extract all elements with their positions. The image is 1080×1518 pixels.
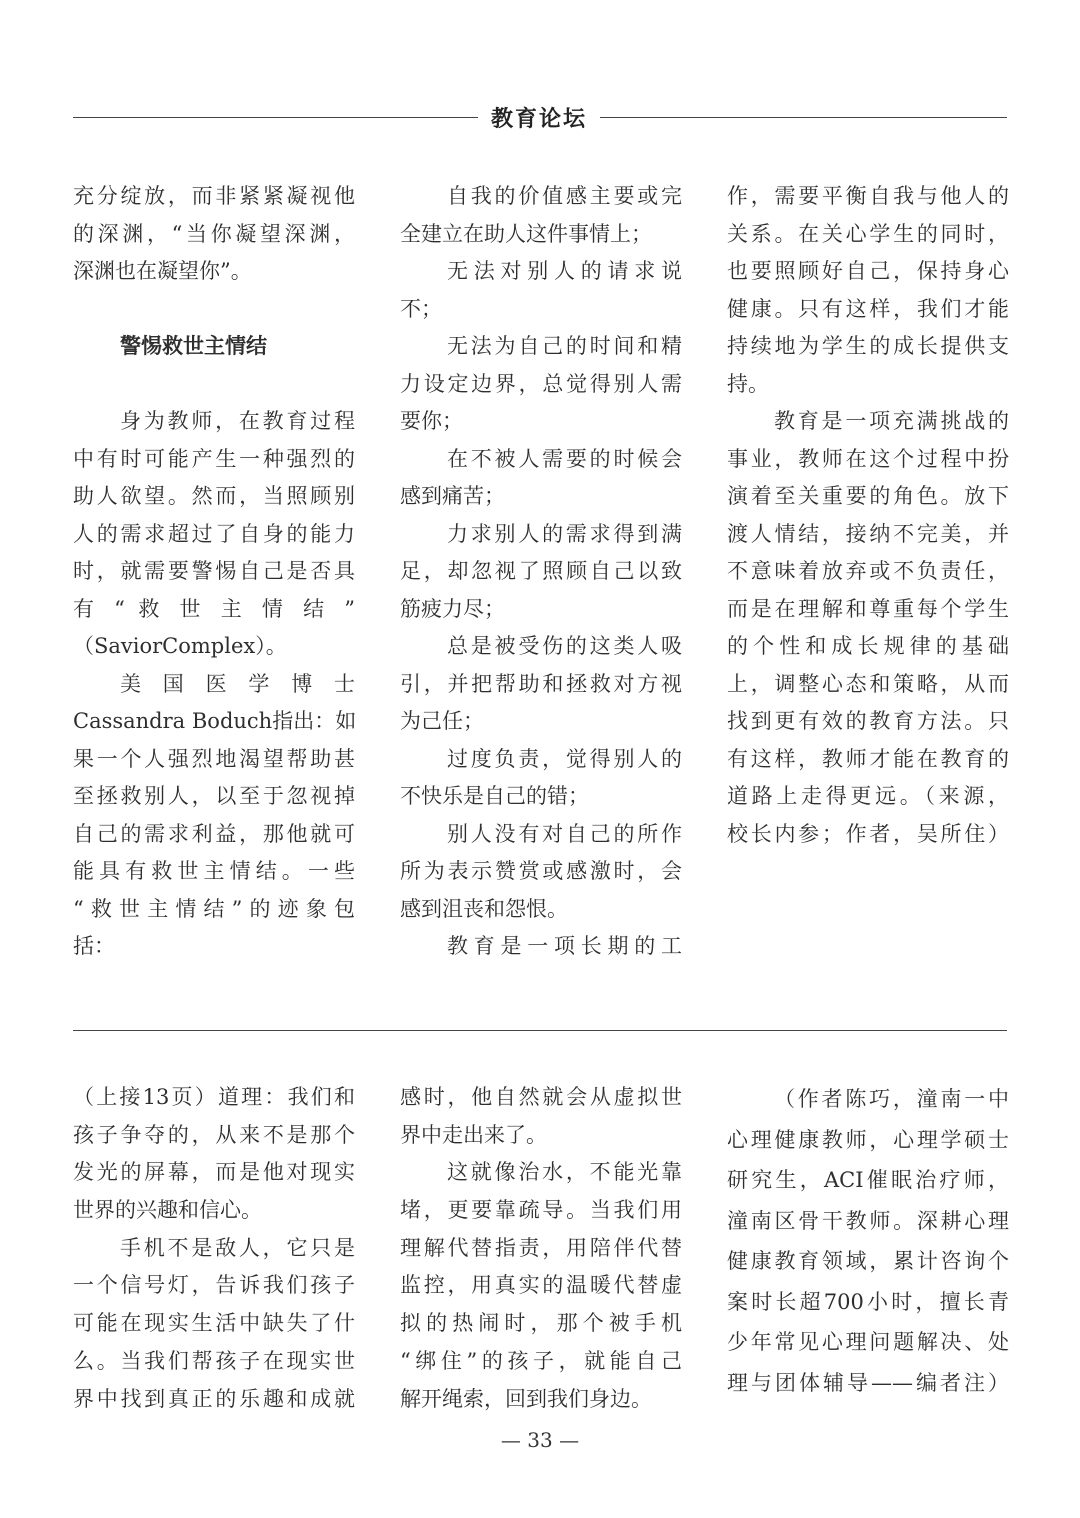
paragraph bbox=[727, 1079, 1009, 1403]
paragraph bbox=[73, 403, 355, 666]
text-line: 监控，用真实的温暖代替虚 bbox=[400, 1273, 682, 1298]
text-line: 感到痛苦； bbox=[400, 484, 505, 508]
text-line: “救世主情结”的迹象包 bbox=[73, 896, 355, 921]
text-line: 界中找到真正的乐趣和成就 bbox=[73, 1386, 355, 1411]
text-line: 持续地为学生的成长提供支 bbox=[727, 334, 1009, 358]
text-line: 心理健康教师，心理学硕士 bbox=[727, 1127, 1009, 1152]
text-line: 不； bbox=[400, 296, 442, 321]
text-line: 少年常见心理问题解决、处 bbox=[727, 1330, 1009, 1354]
text-line: 在不被人需要的时候会 bbox=[447, 446, 682, 471]
paragraph bbox=[400, 1154, 682, 1418]
section-title: 教育论坛 bbox=[490, 107, 587, 132]
text-line: 足，却忽视了照顾自己以致 bbox=[400, 559, 682, 583]
top-column-left bbox=[73, 178, 355, 966]
paragraph bbox=[73, 178, 355, 291]
text-line: 别人没有对自己的所作 bbox=[447, 821, 682, 846]
text-line: 力设定边界，总觉得别人需 bbox=[400, 371, 682, 396]
text-line: 理与团体辅导——编者注） bbox=[727, 1370, 1009, 1395]
page-number: — 33 — bbox=[500, 1428, 580, 1452]
text-line: 充分绽放，而非紧紧凝视他 bbox=[73, 184, 355, 208]
header-rule-right bbox=[600, 117, 1007, 118]
text-line: 括： bbox=[73, 934, 115, 958]
text-line: 而是在理解和尊重每个学生 bbox=[727, 596, 1009, 621]
text-line: 时，就需要警惕自己是否具 bbox=[73, 559, 355, 583]
paragraph bbox=[727, 403, 1009, 853]
text-line: （作者陈巧，潼南一中 bbox=[774, 1087, 1009, 1111]
top-column-right bbox=[727, 178, 1009, 853]
text-line: 人的需求超过了自身的能力 bbox=[73, 521, 355, 546]
text-line: （上接13页）道理：我们和 bbox=[73, 1085, 355, 1109]
text-line: 校长内参；作者，吴所住） bbox=[727, 821, 1009, 846]
text-line: 为己任； bbox=[400, 709, 484, 733]
text-line: 至拯救别人，以至于忽视掉 bbox=[73, 784, 355, 808]
bottom-column-right bbox=[727, 1079, 1009, 1403]
paragraph bbox=[400, 441, 682, 516]
text-line: 持。 bbox=[727, 371, 769, 396]
text-line: 事业，教师在这个过程中扮 bbox=[727, 446, 1009, 471]
text-line: 所为表示赞赏或感激时，会 bbox=[400, 859, 682, 883]
text-line: 潼南区骨干教师。深耕心理 bbox=[727, 1208, 1009, 1233]
text-line: 研究生，ACI催眠治疗师， bbox=[727, 1168, 1009, 1192]
paragraph bbox=[400, 328, 682, 441]
text-line: 拟的热闹时，那个被手机 bbox=[400, 1311, 682, 1336]
text-line: 筋疲力尽； bbox=[400, 596, 505, 621]
text-line: 找到更有效的教育方法。只 bbox=[727, 709, 1009, 733]
section-divider bbox=[73, 1030, 1007, 1031]
text-line: 教育是一项长期的工 bbox=[447, 934, 682, 958]
paragraph bbox=[400, 928, 682, 966]
text-line: 自己的需求利益，那他就可 bbox=[73, 821, 355, 846]
text-line: 健康教育领域，累计咨询个 bbox=[727, 1249, 1009, 1273]
paragraph bbox=[400, 516, 682, 629]
text-line: 理解代替指责，用陪伴代替 bbox=[400, 1235, 682, 1260]
text-line: 能具有救世主情结。一些 bbox=[73, 859, 355, 883]
bottom-column-left bbox=[73, 1079, 355, 1418]
text-line: 的深渊，“当你凝望深渊， bbox=[73, 221, 355, 246]
text-line: “绑住”的孩子，就能自己 bbox=[400, 1348, 682, 1373]
paragraph bbox=[400, 1079, 682, 1154]
blank-line bbox=[73, 291, 355, 329]
text-line: 道路上走得更远。（来源， bbox=[727, 784, 1009, 808]
text-line: 总是被受伤的这类人吸 bbox=[447, 634, 682, 658]
text-line: 力求别人的需求得到满 bbox=[447, 521, 682, 546]
bottom-column-middle bbox=[400, 1079, 682, 1418]
paragraph bbox=[73, 1230, 355, 1418]
text-line: 有 “ 救 世 主 情 结 ” bbox=[73, 596, 355, 621]
text-line: Cassandra Boduch指出：如 bbox=[73, 709, 357, 733]
text-line: 无法为自己的时间和精 bbox=[447, 334, 682, 358]
section-heading: 警惕救世主情结 bbox=[120, 334, 267, 358]
text-line: 无法对别人的请求说 bbox=[447, 259, 682, 283]
text-line: 不意味着放弃或不负责任， bbox=[727, 559, 1009, 583]
text-line: 关系。在关心学生的同时， bbox=[727, 221, 1009, 246]
text-line: （SaviorComplex）。 bbox=[73, 634, 287, 658]
text-line: 发光的屏幕，而是他对现实 bbox=[73, 1160, 355, 1185]
text-line: 助人欲望。然而，当照顾别 bbox=[73, 484, 355, 508]
text-line: 案时长超700小时，擅长青 bbox=[727, 1289, 1009, 1314]
text-line: 也要照顾好自己，保持身心 bbox=[727, 259, 1009, 283]
text-line: 有这样，教师才能在教育的 bbox=[727, 746, 1009, 771]
text-line: 孩子争夺的，从来不是那个 bbox=[73, 1122, 355, 1147]
text-line: 演着至关重要的角色。放下 bbox=[727, 484, 1009, 508]
text-line: 界中走出来了。 bbox=[400, 1122, 547, 1147]
text-line: 上，调整心态和策略，从而 bbox=[727, 671, 1009, 696]
text-line: 作，需要平衡自我与他人的 bbox=[727, 184, 1009, 208]
text-line: 不快乐是自己的错； bbox=[400, 784, 589, 808]
paragraph bbox=[400, 628, 682, 741]
text-line: 么。当我们帮孩子在现实世 bbox=[73, 1348, 355, 1373]
text-line: 过度负责，觉得别人的 bbox=[447, 746, 682, 771]
header-rule-left bbox=[73, 117, 478, 118]
text-line: 这就像治水，不能光靠 bbox=[447, 1160, 682, 1185]
top-column-middle bbox=[400, 178, 682, 966]
text-line: 要你； bbox=[400, 409, 463, 433]
paragraph bbox=[400, 816, 682, 929]
text-line: 渡人情结，接纳不完美，并 bbox=[727, 521, 1009, 546]
text-line: 身为教师，在教育过程 bbox=[120, 409, 355, 433]
text-line: 手机不是敌人，它只是 bbox=[120, 1235, 355, 1260]
blank-line bbox=[73, 366, 355, 404]
text-line: 全建立在助人这件事情上； bbox=[400, 221, 652, 246]
paragraph bbox=[73, 1079, 355, 1230]
text-line: 引，并把帮助和拯救对方视 bbox=[400, 671, 682, 696]
text-line: 可能在现实生活中缺失了什 bbox=[73, 1311, 355, 1336]
text-line: 美 国 医 学 博 士 bbox=[120, 671, 355, 696]
text-line: 一个信号灯，告诉我们孩子 bbox=[73, 1273, 355, 1298]
text-line: 深渊也在凝望你”。 bbox=[73, 259, 252, 283]
text-line: 解开绳索，回到我们身边。 bbox=[400, 1386, 652, 1411]
text-line: 的个性和成长规律的基础 bbox=[727, 634, 1009, 658]
paragraph bbox=[400, 741, 682, 816]
text-line: 教育是一项充满挑战的 bbox=[774, 409, 1009, 433]
text-line: 感到沮丧和怨恨。 bbox=[400, 896, 568, 921]
text-line: 堵，更要靠疏导。当我们用 bbox=[400, 1198, 682, 1223]
paragraph bbox=[727, 178, 1009, 403]
text-line: 世界的兴趣和信心。 bbox=[73, 1198, 262, 1223]
text-line: 自我的价值感主要或完 bbox=[447, 184, 682, 208]
text-line: 中有时可能产生一种强烈的 bbox=[73, 446, 355, 471]
text-line: 果一个人强烈地渴望帮助甚 bbox=[73, 746, 355, 771]
text-line: 健康。只有这样，我们才能 bbox=[727, 296, 1009, 321]
paragraph bbox=[73, 666, 355, 966]
paragraph bbox=[400, 253, 682, 328]
text-line: 感时，他自然就会从虚拟世 bbox=[400, 1085, 682, 1109]
paragraph bbox=[400, 178, 682, 253]
